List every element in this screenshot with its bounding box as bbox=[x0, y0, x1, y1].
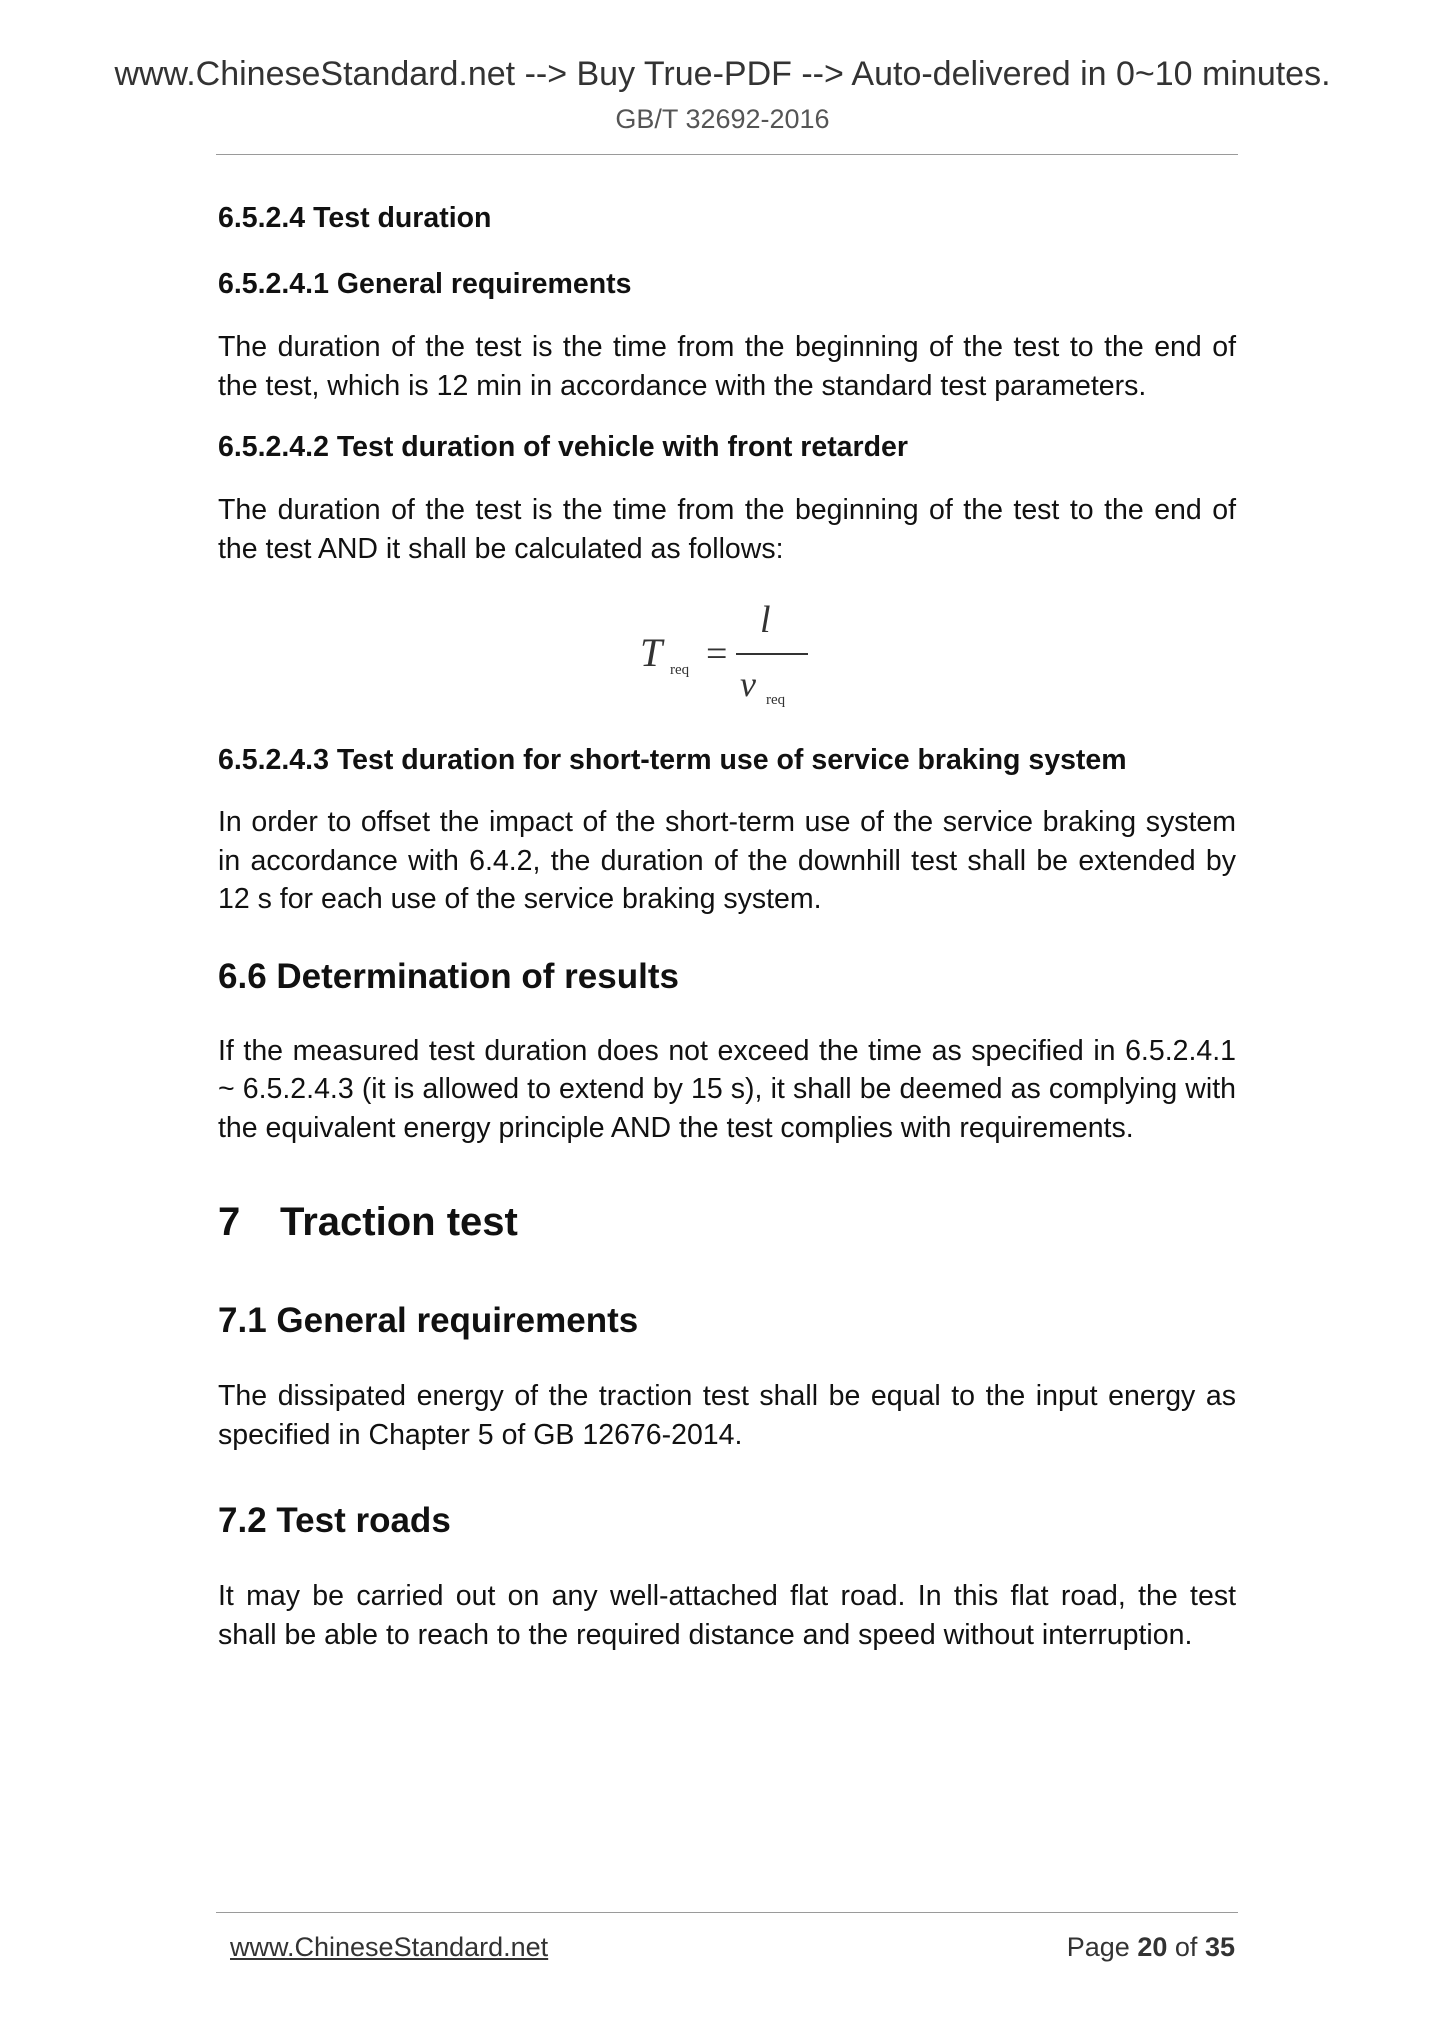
paragraph-7-1: The dissipated energy of the traction test shall be equal to the input energy as specified in Chapter 5 of GB 12676-2014. bbox=[218, 1380, 1236, 1451]
page-total: 35 bbox=[1204, 1932, 1235, 1962]
heading-7-number: 7 bbox=[218, 1200, 241, 1244]
paragraph-7-2: It may be carried out on any well-attached flat road. In this flat road, the test shall be able to reach to the required distance and speed without interruption. bbox=[218, 1580, 1236, 1651]
formula-equals: = bbox=[706, 633, 728, 675]
formula-denominator-subscript: req bbox=[766, 692, 786, 708]
of-label: of bbox=[1174, 1932, 1198, 1962]
header-divider bbox=[216, 154, 1238, 155]
page-current: 20 bbox=[1137, 1932, 1168, 1962]
formula-denominator: v bbox=[740, 664, 756, 704]
header-banner: www.ChineseStandard.net --> Buy True-PDF --> Auto-delivered in 0~10 minutes. bbox=[114, 55, 1331, 93]
footer-website-link[interactable]: www.ChineseStandard.net bbox=[230, 1932, 549, 1962]
heading-6-5-2-4-3: 6.5.2.4.3 Test duration for short-term use of service braking system bbox=[218, 744, 1127, 776]
page-label: Page bbox=[1066, 1932, 1130, 1962]
formula-t-req bbox=[632, 604, 822, 708]
heading-7-1: 7.1 General requirements bbox=[218, 1301, 639, 1340]
heading-7-title: Traction test bbox=[280, 1200, 518, 1244]
page-indicator bbox=[1067, 1932, 1235, 1963]
footer-divider bbox=[216, 1912, 1238, 1913]
heading-7-2: 7.2 Test roads bbox=[218, 1501, 451, 1540]
document-body bbox=[218, 196, 1236, 1654]
paragraph-6-5-2-4-1: The duration of the test is the time from the beginning of the test to the end of the test, which is 12 min in accordance with the standard test parameters. bbox=[218, 331, 1236, 402]
paragraph-6-5-2-4-3: In order to offset the impact of the short-term use of the service braking system in accordance with 6.4.2, the duration of the downhill test shall be extended by 12 s for each use of the service braking system. bbox=[218, 806, 1236, 915]
formula-lhs: T bbox=[640, 630, 663, 675]
formula-numerator: l bbox=[760, 604, 771, 641]
paragraph-6-5-2-4-2: The duration of the test is the time from the beginning of the test to the end of the test AND it shall be calculated as follows: bbox=[218, 494, 1236, 565]
paragraph-6-6: If the measured test duration does not exceed the time as specified in 6.5.2.4.1 ~ 6.5.2.4.3 (it is allowed to extend by 15 s), it shall be deemed as complying with the equivalent energy principle AND the test complies with requirements. bbox=[218, 1034, 1236, 1144]
formula-lhs-subscript: req bbox=[670, 662, 690, 678]
heading-7 bbox=[218, 1194, 1236, 1250]
standard-number: GB/T 32692-2016 bbox=[615, 104, 830, 134]
heading-6-5-2-4-2: 6.5.2.4.2 Test duration of vehicle with front retarder bbox=[218, 431, 908, 463]
heading-6-5-2-4: 6.5.2.4 Test duration bbox=[218, 202, 492, 234]
heading-6-6: 6.6 Determination of results bbox=[218, 956, 679, 996]
heading-6-5-2-4-1: 6.5.2.4.1 General requirements bbox=[218, 268, 632, 300]
